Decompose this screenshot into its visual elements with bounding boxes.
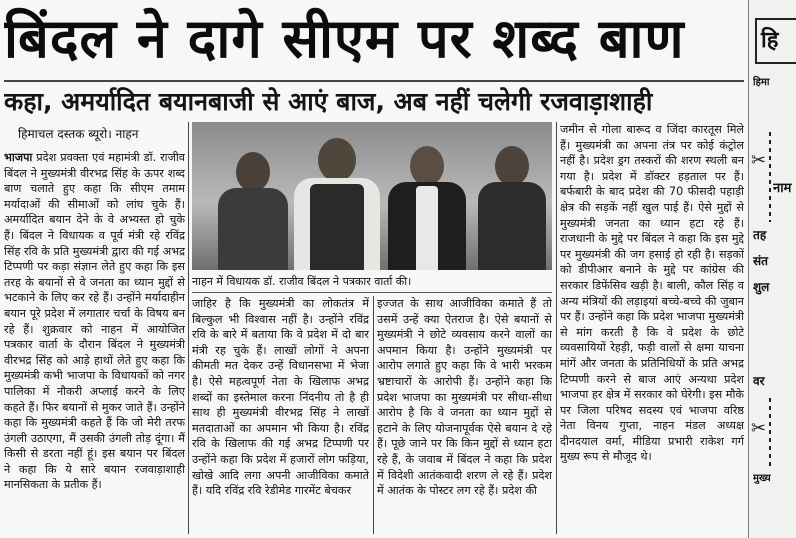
- photo-caption: नाहन में विधायक डॉ. राजीव बिंदल ने पत्रकार वार्ता की।: [192, 272, 552, 293]
- column-4-text: जमीन से गोला बारूद व जिंदा कारतूस मिले हैं। मुख्यमंत्री का अपना तंत्र पर कोई कंट्रोल नहीं है। प्रदेश ड्रग तस्करों की शरण स्थली बन गया है। प्रदेश में डॉक्टर हड़ताल पर हैं। बर्फबारी के बाद प्रदेश की 70 फीसदी पहाड़ी क्षेत्र की सड़कें नहीं खुल पाई हैं। ऐसे मुद्दों से मुख्यमंत्री जनता का ध्यान हटा रहे हैं। राजधानी के मुद्दे पर बिंदल ने कहा कि इस मुद्दे पर मुख्यमंत्री की जग हसाई हो रही है। सड़कों को डीपीआर बनाने के मुद्दे पर कांग्रेस की सरकार डिफेंसिव खड़ी है। बाली, कौल सिंह व अन्य मंत्रियों की लड़ाइयां बच्चे-बच्चे की जुबान पर हैं। उन्होंने कहा कि प्रदेश भाजपा मुख्यमंत्री से मांग करती है कि वे प्रदेश के छोटे व्यवसायियों रेहड़ी, फड़ी वालों से क्षमा याचना मांगें और जनता के प्रतिनिधियों के प्रति अभद्र टिप्पणी करने से बाज आएं अन्यथा प्रदेश भाजपा हर क्षेत्र में सरकार को घेरेगी। इस मौके पर जिला परिषद सदस्य एवं भाजपा वरिष्ठ नेता विनय गुप्ता, नाहन मंडल अध्यक्ष दीनदयाल वर्मा, मीडिया प्रभारी राकेश गर्ग मुख्य रूप से मौजूद थे।: [560, 123, 744, 464]
- scissors-icon: ✂: [751, 418, 767, 439]
- column-3-text: इज्जत के साथ आजीविका कमाते हैं तो उसमें उन्हें क्या ऐतराज है। ऐसे बयानों से मुख्यमंत्री ने छोटे व्यवसाय करने वालों का अपमान किया है। उन्होंने मुख्यमंत्री पर आरोप लगाते हुए कहा कि वे भारी भरकम भ्रष्टाचारों के आरोपी हैं। उन्होंने कहा कि प्रदेश भाजपा का मुख्यमंत्री पर सीधा-सीधा आरोप है कि वे जनता का ध्यान मुद्दों से हटाने के लिए योजनापूर्वक ऐसे बयान दे रहे हैं। पूछे जाने पर कि किन मुद्दों से ध्यान हटा रहे हैं, के जवाब में बिंदल ने कहा कि प्रदेश में विदेशी आतंकवादी शरण ले रहे हैं। प्रदेश में आतंक के पोस्टर लग रहे हैं। प्रदेश की: [377, 297, 552, 498]
- article-column-4: [560, 122, 744, 534]
- article-column-3: [377, 296, 552, 534]
- lead-word: भाजपा: [4, 151, 33, 164]
- headline-rule: [4, 80, 744, 82]
- side-label: हिमा: [753, 77, 770, 88]
- person-3: [388, 146, 466, 270]
- column-divider: [188, 122, 189, 534]
- side-label: तह: [753, 228, 767, 242]
- headline: बिंदल ने दागे सीएम पर शब्द बाण: [4, 7, 685, 70]
- scissors-icon: ✂: [751, 150, 767, 171]
- article-column-1: [4, 150, 185, 534]
- side-label: शुल: [753, 280, 770, 294]
- person-1: [218, 152, 288, 270]
- column-divider: [556, 122, 557, 534]
- person-2: [294, 138, 380, 270]
- person-4: [478, 146, 546, 270]
- column-2-text: जाहिर है कि मुख्यमंत्री का लोकतंत्र में बिल्कुल भी विश्वास नहीं है। उन्होंने रविंद्र रवि के बारे में बताया कि वे प्रदेश में दो बार मंत्री रह चुके हैं। लाखों लोगों ने अपना कीमती मत देकर उन्हें विधानसभा में भेजा है। ऐसे महत्वपूर्ण नेता के खिलाफ अभद्र शब्दों का इस्तेमाल करना निंदनीय तो है ही साथ ही मुख्यमंत्री वीरभद्र सिंह ने लाखों मतदाताओं का अपमान भी किया है। रविंद्र रवि के खिलाफ की गई अभद्र टिप्पणी पर उन्होंने कहा कि प्रदेश में हजारों लोग फड़िया, खोखे आदि लगा अपनी आजीविका कमाते हैं। यदि रविंद्र रवि रेडीमेड गारमेंट बेचकर: [192, 297, 369, 498]
- cut-line: [769, 398, 771, 468]
- cut-line: [769, 132, 771, 222]
- side-label: मुख्य: [753, 473, 771, 484]
- subheadline: कहा, अमर्यादित बयानबाजी से आएं बाज, अब नहीं चलेगी रजवाड़ाशाही: [4, 87, 653, 116]
- adjacent-clipping: [748, 0, 796, 538]
- press-conference-photo: [192, 122, 552, 270]
- side-label: संत: [753, 254, 768, 268]
- article-column-2: [192, 296, 369, 534]
- side-masthead: हि: [755, 18, 796, 64]
- side-label: वर: [753, 374, 765, 388]
- column-divider: [373, 296, 374, 534]
- column-1-text: प्रदेश प्रवक्ता एवं महामंत्री डॉ. राजीव बिंदल ने मुख्यमंत्री वीरभद्र सिंह के ऊपर शब्द बाण चलाते हुए कहा कि सीएम तमाम मर्यादाओं की सीमाओं को लांघ चुके हैं। अमर्यादित बयान देने के वे अभ्यस्त हो चुके हैं। बिंदल ने विधायक व पूर्व मंत्री रहे रविंद्र सिंह रवि के प्रति मुख्यमंत्री द्वारा की गई अभद्र टिप्पणी पर कड़ा संज्ञान लेते हुए कहा कि इस तरह के बयानों से वे जनता का ध्यान मुद्दों से भटकाने के लिए कर रहे हैं। उन्होंने मर्यादाहीन बयान पूरे प्रदेश में लगातार चर्चा के विषय बन रहे हैं। शुक्रवार को नाहन में आयोजित पत्रकार वार्ता के दौरान बिंदल ने मुख्यमंत्री वीरभद्र सिंह को आड़े हाथों लेते हुए कहा कि मुख्यमंत्री कभी भाजपा के विधायकों को नगर पालिका में नौकरी अप्लाई करने के लिए कहते हैं। फिर बयानों से मुकर जाते हैं। उन्होंने कहा कि मुख्यमंत्री कहते हैं कि जो मेरी तरफ उंगली उठाएगा, मैं उसकी उंगली तोड़ दूंगा। मैं किसी से डरता नहीं हूं। इस बयान पर बिंदल ने कहा कि ये सारे बयान रजवाड़ाशाही मानसिकता के प्रतीक हैं।: [4, 151, 185, 492]
- byline: हिमाचल दस्तक ब्यूरो। नाहन: [18, 127, 139, 141]
- side-label: नाम: [773, 181, 792, 196]
